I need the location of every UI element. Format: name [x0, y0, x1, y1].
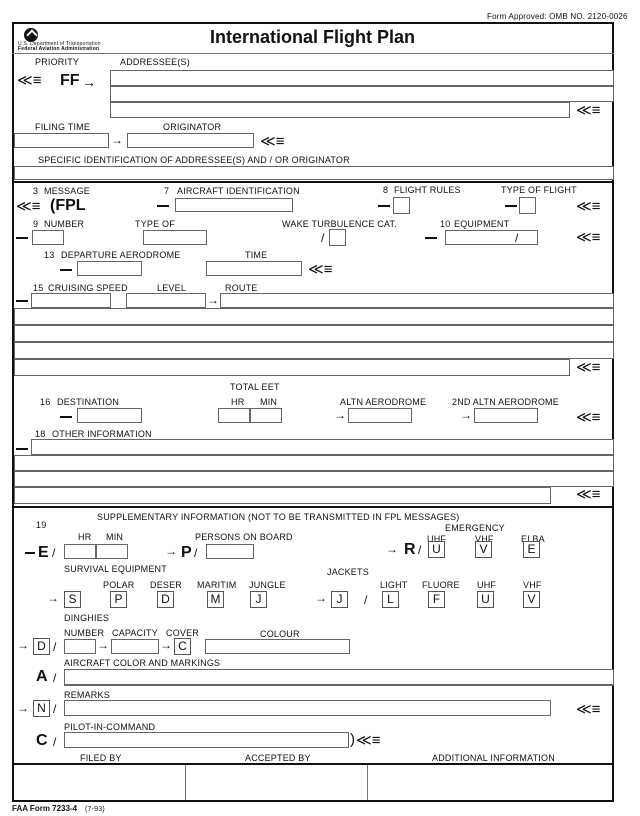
colour-field[interactable]: [205, 639, 350, 654]
uhf-label: UHF: [427, 534, 447, 544]
eet-min-label: MIN: [260, 397, 278, 407]
field-10-number: 10: [440, 219, 451, 229]
eet-min-field[interactable]: [250, 408, 282, 423]
departure-aerodrome-field[interactable]: [77, 261, 142, 276]
number-field[interactable]: [32, 230, 64, 245]
remarks-code[interactable]: N: [33, 700, 50, 717]
field-13-number: 13: [44, 250, 55, 260]
vhf2-label: VHF: [523, 580, 542, 590]
equipment-field[interactable]: [445, 230, 538, 245]
pilot-field[interactable]: [64, 732, 349, 748]
time-label: TIME: [245, 250, 268, 260]
arrow-right-icon: →: [97, 638, 109, 652]
aircraft-type-field[interactable]: [143, 230, 207, 245]
aircraft-color-label: AIRCRAFT COLOR AND MARKINGS: [64, 658, 221, 668]
addressee-field-2[interactable]: [110, 86, 614, 102]
dash-icon: [16, 448, 28, 450]
filed-by-label: FILED BY: [80, 753, 122, 763]
dinghies-label: DINGHIES: [64, 613, 110, 623]
originator-label: ORIGINATOR: [163, 122, 222, 132]
dash-icon: [60, 269, 72, 271]
fpl-value: (FPL: [50, 197, 86, 214]
desert-code[interactable]: D: [157, 591, 174, 608]
level-label: LEVEL: [157, 283, 187, 293]
light-label: LIGHT: [380, 580, 408, 590]
polar-label: POLAR: [103, 580, 135, 590]
aircraft-color-field-1[interactable]: [64, 669, 614, 685]
route-field-2[interactable]: [14, 308, 614, 325]
r-emergency-value: R: [404, 541, 416, 558]
other-info-field-1[interactable]: [31, 439, 614, 455]
slash-separator: /: [364, 593, 368, 607]
end-of-line-icon: ≪≡: [576, 229, 601, 246]
addressee-field-1[interactable]: [110, 70, 614, 86]
field-3-number: 3: [33, 186, 39, 196]
specific-id-label: SPECIFIC IDENTIFICATION OF ADDRESSEE(S) AND / OR ORIGINATOR: [38, 155, 350, 165]
slash-separator: /: [321, 231, 325, 245]
second-altn-field[interactable]: [474, 408, 538, 423]
survival-equipment-label: SURVIVAL EQUIPMENT: [64, 564, 167, 574]
aircraft-id-field[interactable]: [175, 198, 293, 212]
emergency-label: EMERGENCY: [445, 523, 505, 533]
filing-time-label: FILING TIME: [35, 122, 91, 132]
supplementary-label: SUPPLEMENTARY INFORMATION (NOT TO BE TRANSMITTED IN FPL MESSAGES): [97, 512, 460, 522]
endurance-hr-field[interactable]: [64, 544, 96, 559]
slash-separator: /: [53, 702, 57, 716]
end-of-line-icon: ≪≡: [576, 359, 601, 376]
light-code[interactable]: L: [382, 591, 399, 608]
total-eet-label: TOTAL EET: [230, 382, 280, 392]
accepted-by-field[interactable]: [186, 765, 367, 800]
dash-icon: [505, 205, 517, 207]
field-18-number: 18: [35, 429, 46, 439]
altn-aerodrome-label: ALTN AERODROME: [340, 397, 427, 407]
other-info-field-2[interactable]: [14, 455, 614, 471]
endurance-hr-label: HR: [78, 532, 92, 542]
aircraft-color-field-2[interactable]: [64, 685, 614, 686]
cover-label: COVER: [166, 628, 200, 638]
type-of-flight-field[interactable]: [519, 197, 536, 214]
end-of-line-icon: ≪≡: [576, 701, 601, 718]
route-label: ROUTE: [225, 283, 258, 293]
wake-turbulence-label: WAKE TURBULENCE CAT.: [282, 219, 397, 229]
polar-code-s[interactable]: S: [64, 591, 81, 608]
priority-ff-value: FF: [60, 72, 80, 89]
additional-info-field[interactable]: [368, 765, 612, 800]
dash-icon: [25, 552, 35, 554]
vhf-code[interactable]: V: [475, 541, 492, 558]
form-revision: (7-93): [85, 806, 105, 813]
jackets-code[interactable]: J: [331, 591, 348, 608]
field-7-number: 7: [164, 186, 170, 196]
aircraft-id-label: AIRCRAFT IDENTIFICATION: [177, 186, 300, 196]
remarks-label: REMARKS: [64, 690, 110, 700]
cruising-speed-field[interactable]: [31, 293, 111, 308]
form-approved-text: Form Approved: OMB NO. 2120-0026: [487, 12, 628, 21]
colour-label: COLOUR: [260, 629, 300, 639]
end-of-line-icon: ≪≡: [260, 133, 285, 150]
type-of-flight-label: TYPE OF FLIGHT: [501, 185, 577, 195]
other-info-label: OTHER INFORMATION: [52, 429, 152, 439]
second-altn-label: 2ND ALTN AERODROME: [452, 397, 559, 407]
dinghies-number-field[interactable]: [64, 639, 96, 654]
dinghies-code[interactable]: D: [33, 638, 50, 655]
altn-aerodrome-field[interactable]: [348, 408, 412, 423]
slash-separator: /: [418, 543, 422, 557]
form-number: FAA Form 7233-4: [12, 804, 78, 813]
section-divider: [12, 506, 614, 508]
arrow-right-icon: →: [315, 591, 327, 605]
end-of-message-icon: ≪≡: [356, 732, 381, 749]
other-info-field-4[interactable]: [14, 487, 551, 504]
cruising-speed-label: CRUISING SPEED: [48, 283, 128, 293]
p-persons-value: P: [181, 544, 192, 561]
field-9-number: 9: [33, 219, 39, 229]
slash-separator: /: [53, 640, 57, 654]
priority-label: PRIORITY: [35, 57, 80, 67]
start-of-message-icon: ≪≡: [16, 198, 41, 215]
uhf2-label: UHF: [477, 580, 497, 590]
arrow-right-icon: →: [111, 133, 123, 147]
polar-code-p[interactable]: P: [110, 591, 127, 608]
persons-on-board-label: PERSONS ON BOARD: [195, 532, 293, 542]
jungle-code[interactable]: J: [250, 591, 267, 608]
end-of-line-icon: ≪≡: [576, 486, 601, 503]
field-19-number: 19: [36, 520, 47, 530]
vhf-label: VHF: [475, 534, 494, 544]
route-field-4[interactable]: [14, 342, 614, 359]
equipment-label: EQUIPMENT: [454, 219, 510, 229]
agency-line1: U.S. Department of Transportation: [18, 41, 101, 47]
end-of-line-icon: ≪≡: [576, 198, 601, 215]
remarks-field[interactable]: [64, 700, 551, 716]
arrow-right-icon: →: [207, 293, 219, 307]
addressees-label: ADDRESSEE(S): [120, 57, 190, 67]
dinghies-number-label: NUMBER: [64, 628, 105, 638]
destination-label: DESTINATION: [57, 397, 120, 407]
end-of-line-icon: ≪≡: [576, 102, 601, 119]
elba-label: ELBA: [521, 534, 545, 544]
slash-separator: /: [194, 546, 198, 560]
end-of-line-icon: ≪≡: [308, 261, 333, 278]
cover-code[interactable]: C: [174, 638, 191, 655]
arrow-right-icon: →: [460, 408, 472, 422]
additional-info-label: ADDITIONAL INFORMATION: [432, 753, 555, 763]
arrow-right-icon: →: [334, 408, 346, 422]
slash-separator: /: [53, 671, 57, 685]
arrow-right-icon: →: [82, 74, 96, 90]
capacity-field[interactable]: [111, 639, 159, 654]
slash-separator: /: [52, 546, 56, 560]
endurance-min-label: MIN: [106, 532, 124, 542]
arrow-right-icon: →: [17, 701, 29, 715]
uhf2-code[interactable]: U: [477, 591, 494, 608]
accepted-by-label: ACCEPTED BY: [245, 753, 311, 763]
filing-time-field[interactable]: [14, 133, 109, 148]
route-field-5[interactable]: [14, 359, 570, 376]
dash-icon: [378, 205, 390, 207]
arrow-right-icon: →: [160, 638, 172, 652]
wake-turbulence-field[interactable]: [329, 229, 346, 246]
pilot-label: PILOT-IN-COMMAND: [64, 722, 156, 732]
persons-on-board-field[interactable]: [206, 544, 254, 559]
uhf-code[interactable]: U: [428, 541, 445, 558]
start-of-message-icon: ≪≡: [17, 72, 42, 89]
maritim-label: MARITIM: [197, 580, 237, 590]
e-endurance-value: E: [38, 544, 49, 561]
dash-icon: [425, 237, 437, 239]
dash-icon: [60, 416, 72, 418]
elba-code[interactable]: E: [523, 541, 540, 558]
page-title: International Flight Plan: [210, 27, 416, 47]
departure-time-field[interactable]: [206, 261, 302, 276]
level-field[interactable]: [126, 293, 206, 308]
field-16-number: 16: [40, 397, 51, 407]
slash-separator: /: [515, 231, 519, 245]
jackets-label: JACKETS: [327, 567, 369, 577]
message-label: MESSAGE: [44, 186, 90, 196]
route-field-1[interactable]: [220, 293, 614, 308]
route-field-3[interactable]: [14, 325, 614, 342]
destination-field[interactable]: [77, 408, 142, 423]
flight-rules-field[interactable]: [393, 197, 410, 214]
maritime-code[interactable]: M: [207, 591, 224, 608]
flight-rules-label: FLIGHT RULES: [394, 185, 461, 195]
dot-logo-icon: [24, 28, 38, 42]
other-info-field-3[interactable]: [14, 471, 614, 487]
arrow-right-icon: →: [17, 638, 29, 652]
filed-by-field[interactable]: [14, 765, 185, 800]
arrow-right-icon: →: [165, 544, 177, 558]
field-15-number: 15: [33, 283, 44, 293]
divider: [12, 53, 614, 54]
specific-id-field[interactable]: [14, 166, 614, 180]
addressee-field-3[interactable]: [110, 102, 570, 118]
field-8-number: 8: [383, 185, 389, 195]
type-of-label: TYPE OF: [135, 219, 175, 229]
arrow-right-icon: →: [386, 542, 398, 556]
vhf2-code[interactable]: V: [523, 591, 540, 608]
jungle-label: JUNGLE: [249, 580, 286, 590]
number-label: NUMBER: [44, 219, 85, 229]
a-color-value: A: [36, 668, 48, 685]
capacity-label: CAPACITY: [112, 628, 158, 638]
eet-hr-field[interactable]: [218, 408, 250, 423]
end-of-line-icon: ≪≡: [576, 409, 601, 426]
originator-field[interactable]: [127, 133, 254, 148]
dash-icon: [16, 237, 28, 239]
deser-label: DESER: [150, 580, 183, 590]
fluore-label: FLUORE: [422, 580, 460, 590]
dash-icon: [16, 300, 28, 302]
close-paren: ): [350, 731, 355, 748]
endurance-min-field[interactable]: [96, 544, 128, 559]
c-pilot-value: C: [36, 732, 48, 749]
agency-line2: Federal Aviation Administration: [18, 46, 100, 52]
eet-hr-label: HR: [231, 397, 245, 407]
arrow-right-icon: →: [47, 591, 59, 605]
slash-separator: /: [53, 735, 57, 749]
section-divider: [12, 181, 614, 183]
fluore-code[interactable]: F: [428, 591, 445, 608]
dash-icon: [157, 205, 169, 207]
departure-aerodrome-label: DEPARTURE AERODROME: [61, 250, 181, 260]
